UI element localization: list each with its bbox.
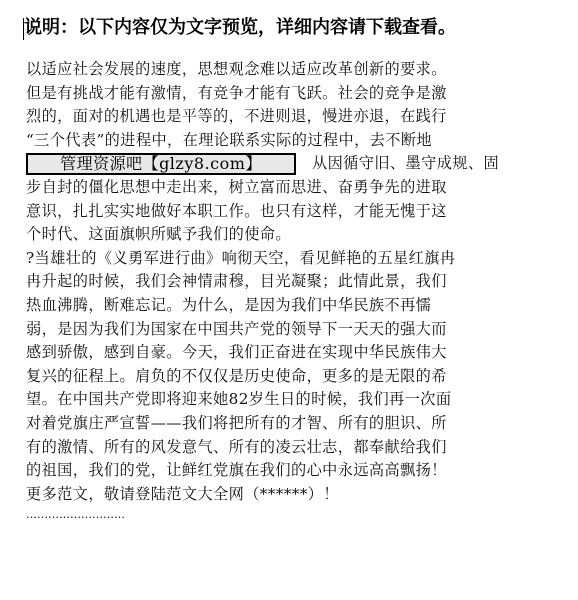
- text-line: 对着党旗庄严宣誓——我们将把所有的才智、所有的胆识、所: [26, 413, 447, 432]
- text-line: 冉升起的时候，我们会神情肃穆，目光凝聚；此情此景，我们: [26, 272, 447, 291]
- text-line: 步自封的僵化思想中走出来，树立富而思进、奋勇争先的进取: [26, 177, 447, 196]
- text-line: 更多范文，敬请登陆范文大全网（******）！: [26, 484, 339, 503]
- text-line: 热血沸腾，断难忘记。为什么，是因为我们中华民族不再懦: [26, 295, 432, 314]
- text-line: 烈的，面对的机遇也是平等的，不进则退，慢进亦退，在践行: [26, 107, 447, 126]
- text-line: 望。在中国共产党即将迎来她82岁生日的时候，我们再一次面: [26, 390, 452, 409]
- preview-notice: 说明：以下内容仅为文字预览，详细内容请下载查看。: [24, 17, 456, 38]
- text-line: 的祖国，我们的党，让鲜红党旗在我们的心中永远高高飘扬！: [26, 461, 447, 480]
- text-line: 复兴的征程上。肩负的不仅仅是历史使命，更多的是无限的希: [26, 366, 447, 385]
- text-line: ?当雄壮的《义勇军进行曲》响彻天空，看见鲜艳的五星红旗冉: [26, 248, 456, 267]
- banner-line: [26, 152, 562, 176]
- ellipsis-dots: ………………………: [26, 508, 125, 522]
- text-line: 但是有挑战才能有激情，有竞争才能有飞跃。社会的竞争是激: [26, 83, 447, 102]
- text-line: “三个代表”的进程中，在理论联系实际的过程中，去不断地: [26, 130, 433, 149]
- text-line: 弱，是因为我们为国家在中国共产党的领导下一天天的强大而: [26, 319, 447, 338]
- text-line: 以适应社会发展的速度，思想观念难以适应改革创新的要求。: [26, 60, 447, 78]
- text-line: 个时代、这面旗帜所赋予我们的使命。: [26, 225, 291, 244]
- document-body: [26, 58, 562, 522]
- text-line: 感到骄傲，感到自豪。今天，我们正奋进在实现中华民族伟大: [26, 343, 447, 362]
- text-line: 有的激情、所有的风发意气、所有的凌云壮志，都奉献给我们: [26, 437, 447, 456]
- text-line: 意识，扎扎实实地做好本职工作。也只有这样，才能无愧于这: [26, 201, 447, 220]
- site-banner[interactable]: 管理资源吧【glzy8.com】: [26, 153, 296, 175]
- text-line: 从因循守旧、墨守成规、固: [312, 154, 500, 173]
